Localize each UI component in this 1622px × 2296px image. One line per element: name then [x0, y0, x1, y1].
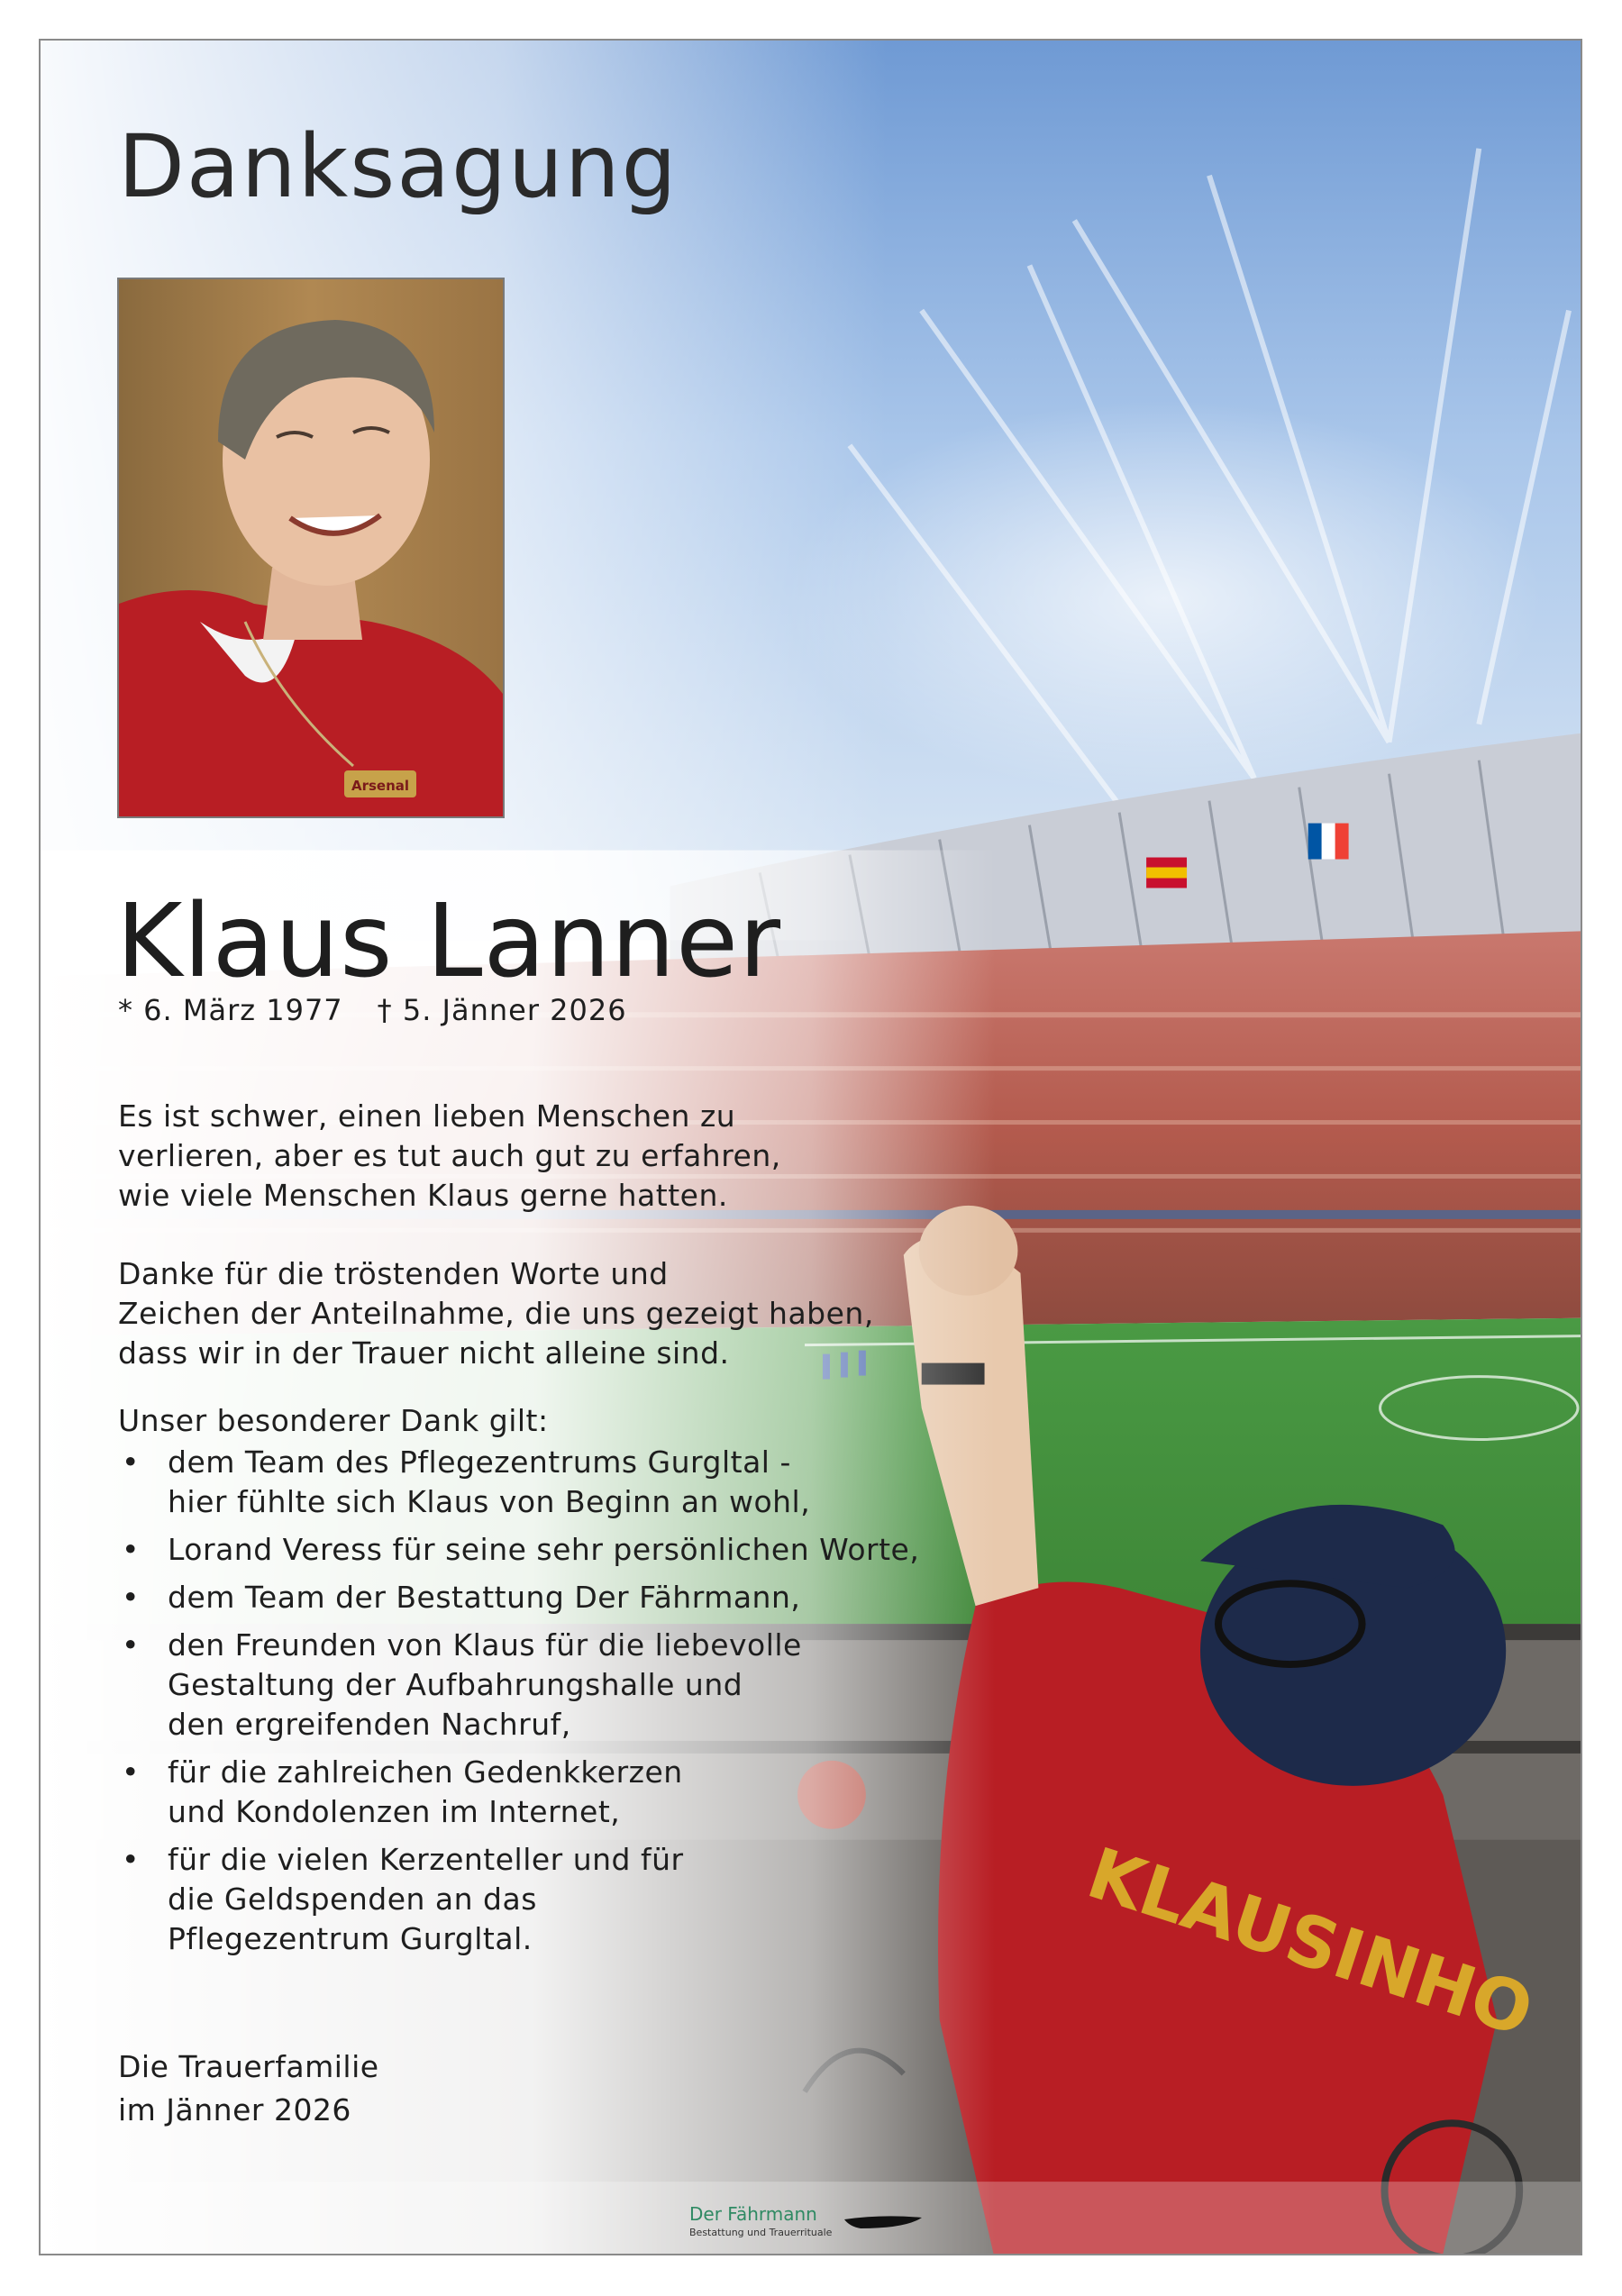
thanks-item	[118, 1443, 1069, 1522]
thanks-list	[118, 1443, 1069, 1967]
thanks-line: für die vielen Kerzenteller und für	[168, 1842, 684, 1877]
thanks-line: dem Team des Pflegezentrums Gurgltal -	[168, 1444, 791, 1480]
gratitude-line: dass wir in der Trauer nicht alleine sind.	[118, 1335, 730, 1371]
jersey-badge-text: Arsenal	[351, 778, 410, 794]
intro-line: verlieren, aber es tut auch gut zu erfahren,	[118, 1138, 781, 1173]
thanks-line: und Kondolenzen im Internet,	[168, 1794, 621, 1829]
gratitude-line: Zeichen der Anteilnahme, die uns gezeigt haben,	[118, 1296, 874, 1331]
bullet-icon: •	[122, 1754, 140, 1790]
thanks-item	[118, 1530, 1069, 1570]
thanks-line: dem Team der Bestattung Der Fährmann,	[168, 1580, 801, 1615]
thanks-item	[118, 1840, 1069, 1959]
bullet-icon: •	[122, 1842, 140, 1877]
bullet-icon: •	[122, 1627, 140, 1663]
logo-name: Der Fährmann	[689, 2203, 817, 2225]
boat-icon	[843, 2212, 924, 2234]
bullet-icon: •	[122, 1532, 140, 1567]
thanks-line: den Freunden von Klaus für die liebevolle	[168, 1627, 802, 1663]
portrait-photo	[117, 278, 505, 818]
gratitude-line: Danke für die tröstenden Worte und	[118, 1256, 669, 1291]
thanks-item	[118, 1626, 1069, 1745]
logo-tagline: Bestattung und Trauerrituale	[689, 2227, 833, 2238]
thanks-line: die Geldspenden an das	[168, 1881, 537, 1917]
thanks-intro: Unser besonderer Dank gilt:	[118, 1403, 549, 1438]
funeral-home-logo	[689, 2203, 924, 2250]
signature-line: im Jänner 2026	[118, 2092, 351, 2127]
deceased-name: Klaus Lanner	[116, 883, 782, 1000]
intro-line: Es ist schwer, einen lieben Menschen zu	[118, 1098, 736, 1134]
intro-paragraph	[118, 1097, 781, 1216]
thanks-line: für die zahlreichen Gedenkkerzen	[168, 1754, 683, 1790]
gratitude-paragraph	[118, 1254, 874, 1373]
bullet-icon: •	[122, 1444, 140, 1480]
death-date: † 5. Jänner 2026	[377, 993, 627, 1027]
obituary-card	[39, 39, 1582, 2255]
birth-date: * 6. März 1977	[118, 993, 343, 1027]
thanks-item	[118, 1578, 1069, 1617]
page-title: Danksagung	[118, 116, 679, 217]
signature-line: Die Trauerfamilie	[118, 2049, 379, 2084]
thanks-line: hier fühlte sich Klaus von Beginn an wohl,	[168, 1484, 811, 1519]
thanks-line: den ergreifenden Nachruf,	[168, 1707, 571, 1742]
thanks-line: Lorand Veress für seine sehr persönlichen Worte,	[168, 1532, 920, 1567]
life-dates	[118, 993, 661, 1027]
intro-line: wie viele Menschen Klaus gerne hatten.	[118, 1178, 728, 1213]
bullet-icon: •	[122, 1580, 140, 1615]
thanks-line: Pflegezentrum Gurgltal.	[168, 1921, 533, 1956]
signature	[118, 2045, 379, 2132]
thanks-line: Gestaltung der Aufbahrungshalle und	[168, 1667, 743, 1702]
thanks-item	[118, 1753, 1069, 1832]
